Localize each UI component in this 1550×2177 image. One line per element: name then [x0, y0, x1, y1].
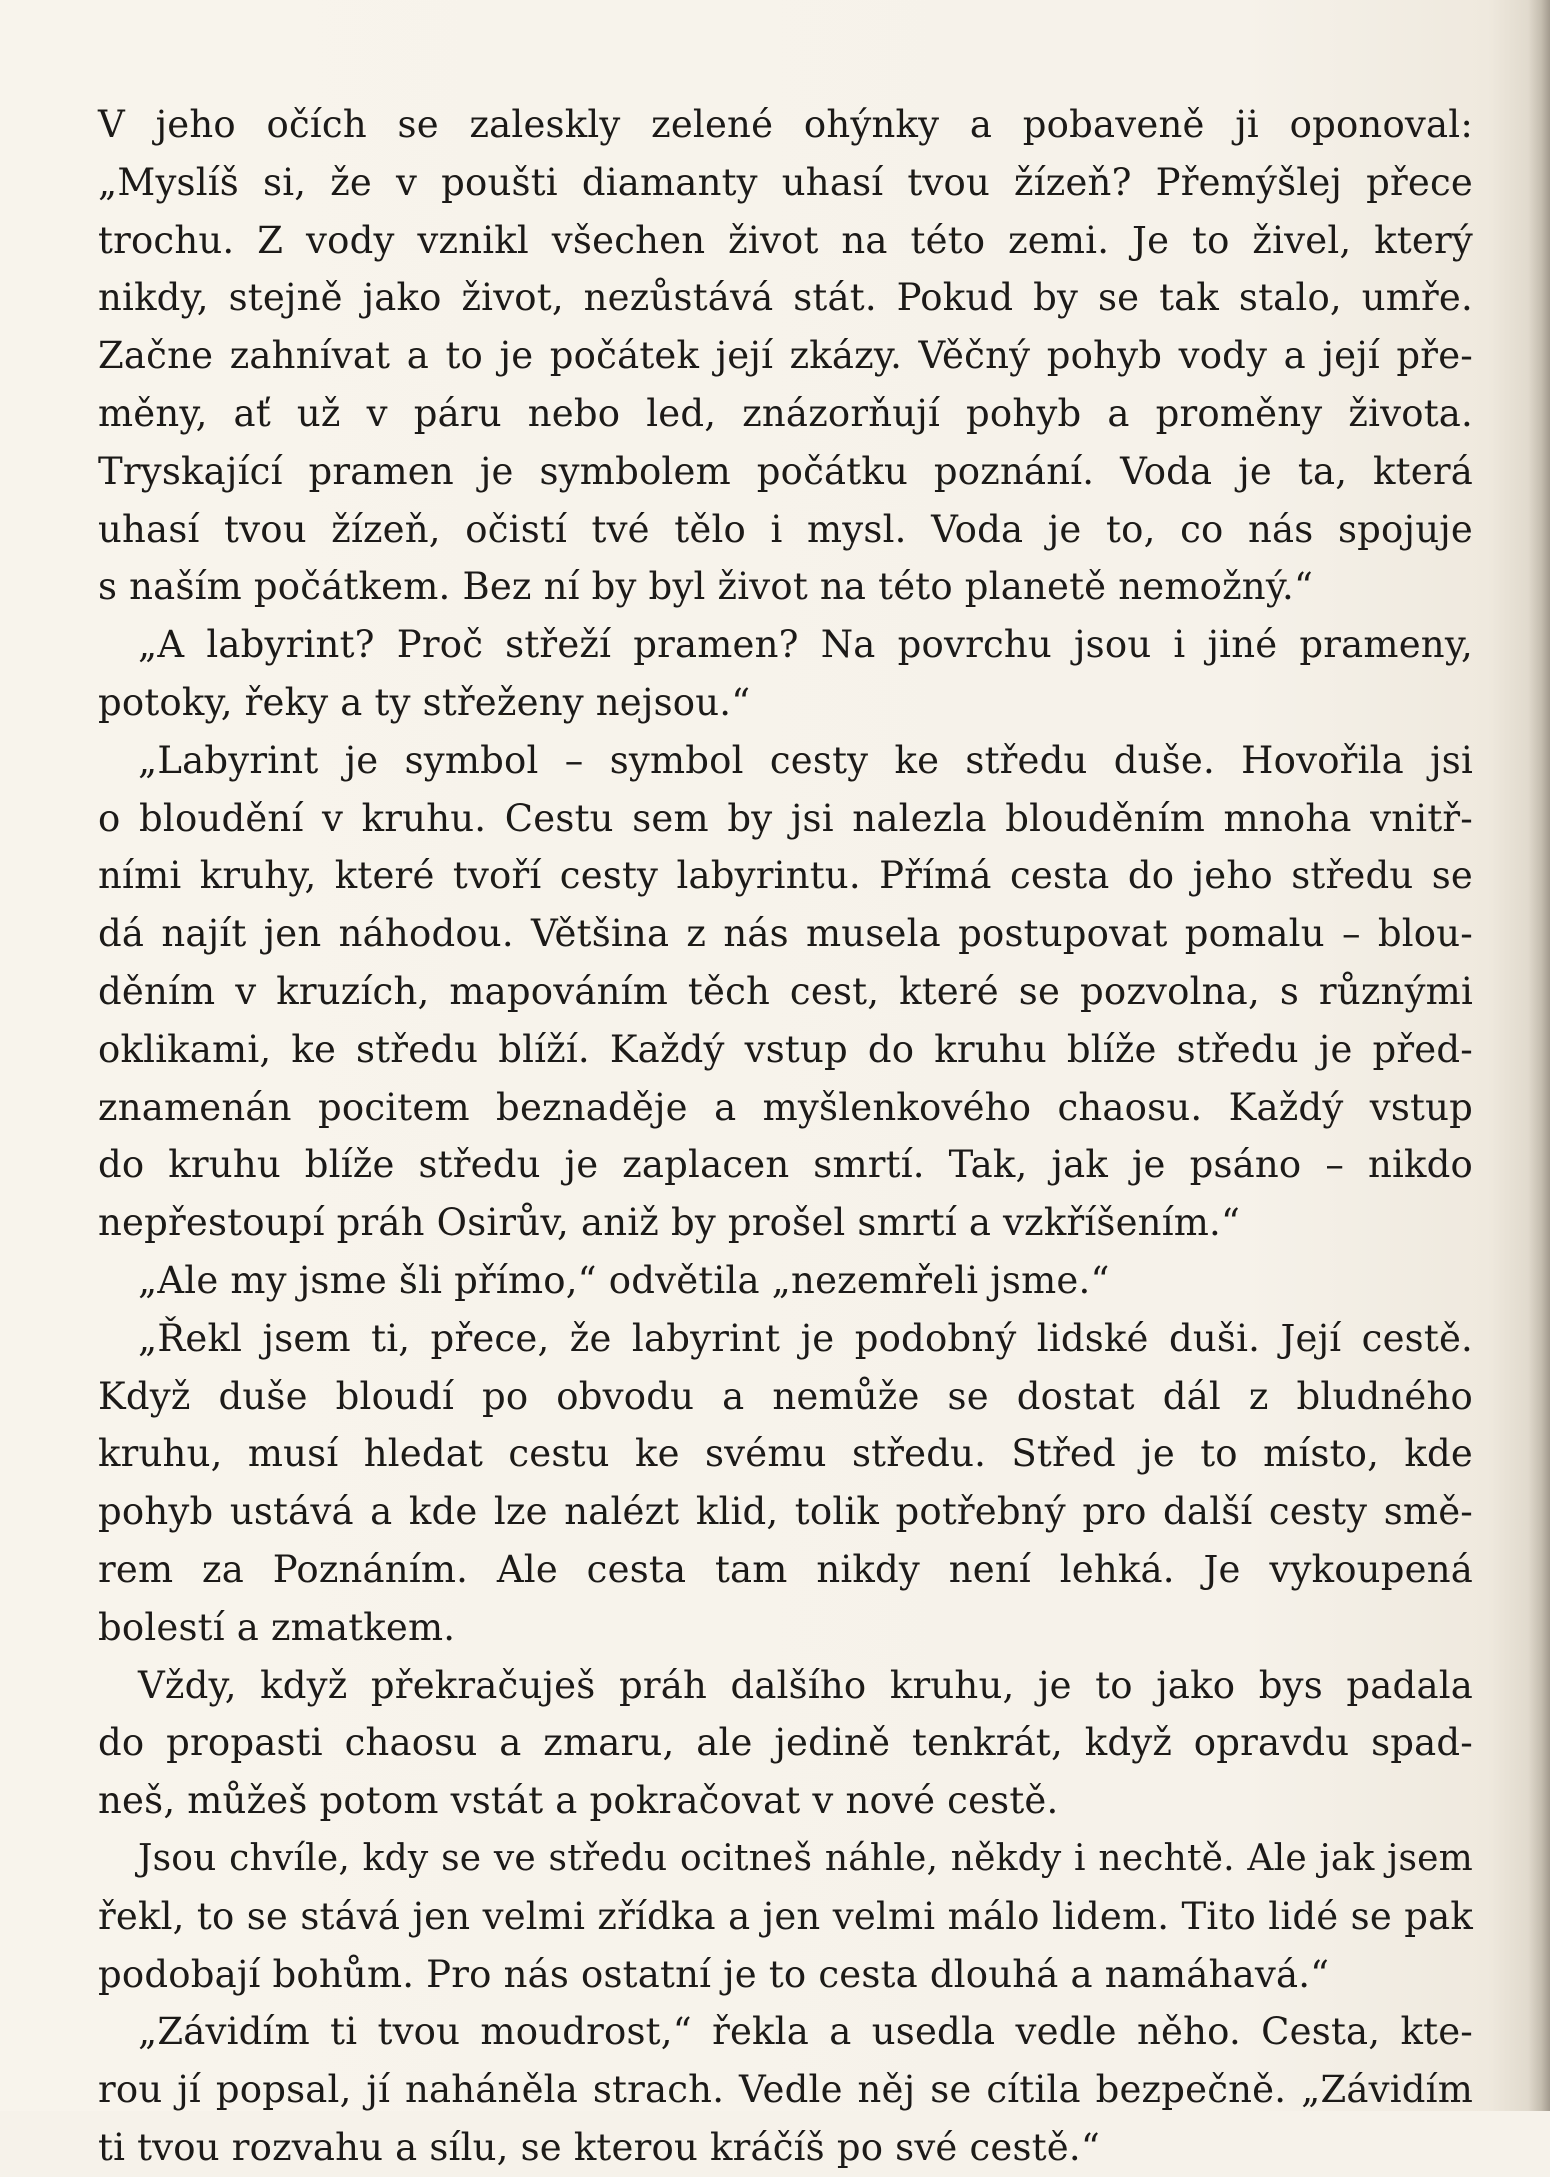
text-line: s naším počátkem. Bez ní by byl život na této planetě nemožný.“ [98, 565, 1314, 609]
text-line: do kruhu blíže středu je zaplacen smrtí. Tak, jak je psáno – nikdo [98, 1143, 1473, 1187]
text-line: o bloudění v kruhu. Cestu sem by jsi nalezla blouděním mnoha vnitř- [98, 796, 1473, 840]
text-line: V jeho očích se zaleskly zelené ohýnky a pobaveně ji oponoval: [98, 103, 1473, 146]
text-line: bolestí a zmatkem. [98, 1605, 456, 1649]
text-line: „Řekl jsem ti, přece, že labyrint je podobný lidské duši. Její cestě. [138, 1316, 1473, 1360]
text-line: pohyb ustává a kde lze nalézt klid, tolik potřebný pro další cesty smě- [98, 1490, 1473, 1534]
text-line: rem za Poznáním. Ale cesta tam nikdy není lehká. Je vykoupená [98, 1547, 1473, 1591]
text-line: potoky, řeky a ty střeženy nejsou.“ [98, 680, 751, 724]
text-line: „Myslíš si, že v poušti diamanty uhasí tvou žízeň? Přemýšlej přece [98, 160, 1473, 204]
text-line: měny, ať už v páru nebo led, znázorňují pohyb a proměny života. [98, 391, 1473, 435]
text-line: ními kruhy, které tvoří cesty labyrintu. Přímá cesta do jeho středu se [98, 854, 1473, 898]
text-line: nikdy, stejně jako život, nezůstává stát. Pokud by se tak stalo, umře. [98, 276, 1473, 320]
text-line: uhasí tvou žízeň, očistí tvé tělo i mysl. Voda je to, co nás spojuje [98, 507, 1473, 551]
body-text [98, 96, 1473, 2177]
text-line: znamenán pocitem beznaděje a myšlenkového chaosu. Každý vstup [98, 1085, 1473, 1129]
text-line: podobají bohům. Pro nás ostatní je to cesta dlouhá a namáhavá.“ [98, 1952, 1330, 1996]
text-line: „A labyrint? Proč střeží pramen? Na povrchu jsou i jiné prameny, [138, 623, 1473, 667]
text-line: Jsou chvíle, kdy se ve středu ocitneš náhle, někdy i nechtě. Ale jak jsem [138, 1837, 1473, 1879]
text-line: „Ale my jsme šli přímo,“ odvětila „nezemřeli jsme.“ [138, 1258, 1110, 1302]
text-line: trochu. Z vody vznikl všechen život na této zemi. Je to živel, který [98, 218, 1473, 262]
text-line: ti tvou rozvahu a sílu, se kterou kráčíš po své cestě.“ [98, 2125, 1100, 2169]
text-line: řekl, to se stává jen velmi zřídka a jen velmi málo lidem. Tito lidé se pak [98, 1894, 1473, 1938]
text-line: neš, můžeš potom vstát a pokračovat v nové cestě. [98, 1779, 1059, 1823]
text-line: Vždy, když překračuješ práh dalšího kruhu, je to jako bys padala [138, 1663, 1473, 1707]
page-edge-shadow [1528, 0, 1550, 2111]
text-line: Začne zahnívat a to je počátek její zkázy. Věčný pohyb vody a její pře- [98, 334, 1473, 378]
text-line: rou jí popsal, jí naháněla strach. Vedle něj se cítila bezpečně. „Závidím [98, 2068, 1473, 2112]
text-line: kruhu, musí hledat cestu ke svému středu. Střed je to místo, kde [98, 1432, 1473, 1476]
text-line: oklikami, ke středu blíží. Každý vstup do kruhu blíže středu je před- [98, 1027, 1473, 1071]
text-line: Když duše bloudí po obvodu a nemůže se dostat dál z bludného [98, 1374, 1473, 1418]
text-line: „Labyrint je symbol – symbol cesty ke středu duše. Hovořila jsi [138, 738, 1473, 782]
text-line: do propasti chaosu a zmaru, ale jedině tenkrát, když opravdu spad- [98, 1721, 1473, 1765]
text-line: dá najít jen náhodou. Většina z nás musela postupovat pomalu – blou- [98, 912, 1473, 956]
text-line: děním v kruzích, mapováním těch cest, které se pozvolna, s různými [98, 969, 1473, 1013]
text-line: „Závidím ti tvou moudrost,“ řekla a usedla vedle něho. Cesta, kte- [138, 2010, 1473, 2054]
text-line: nepřestoupí práh Osirův, aniž by prošel smrtí a vzkříšením.“ [98, 1201, 1241, 1245]
text-line: Tryskající pramen je symbolem počátku poznání. Voda je ta, která [98, 449, 1473, 493]
